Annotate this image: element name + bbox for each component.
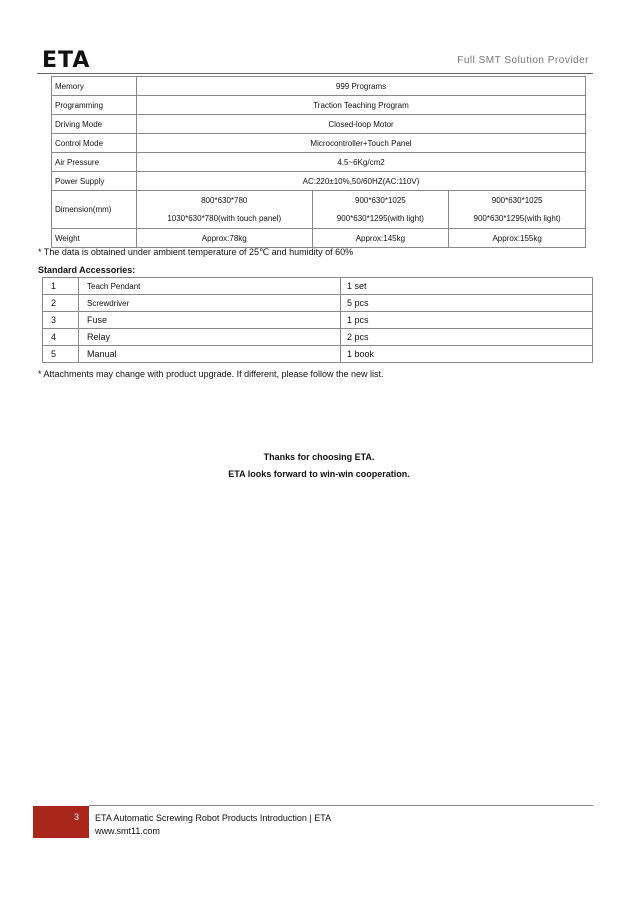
accessories-table (42, 277, 593, 363)
page-header (0, 0, 638, 80)
spec-label: Power Supply (52, 172, 137, 191)
accessories-title: Standard Accessories: (38, 265, 136, 275)
dimension-cell (312, 191, 449, 229)
ambient-note: * The data is obtained under ambient temperature of 25℃ and humidity of 60% (38, 247, 354, 257)
accessory-name: Fuse (79, 312, 341, 329)
weight-value: Approx:78kg (137, 229, 313, 248)
dimension-bottom: 900*630*1295(with light) (473, 213, 561, 223)
spec-value: Microcontroller+Touch Panel (137, 134, 586, 153)
spec-value: AC:220±10%,50/60HZ(AC:110V) (137, 172, 586, 191)
table-row (52, 229, 586, 248)
page-number: 3 (33, 806, 89, 838)
footer-title: ETA Automatic Screwing Robot Products Introduction | ETA (95, 813, 332, 823)
spec-label: Memory (52, 77, 137, 96)
eta-logo: ETA (42, 48, 91, 73)
spec-value: 999 Programs (137, 77, 586, 96)
accessory-qty: 2 pcs (341, 329, 593, 346)
footer-divider (89, 805, 593, 806)
dimension-top: 800*630*780 (201, 195, 248, 205)
table-row (52, 153, 586, 172)
spec-table (51, 76, 586, 248)
dimension-top: 900*630*1025 (491, 195, 543, 205)
header-tagline: Full SMT Solution Provider (457, 55, 589, 66)
accessory-qty: 1 set (341, 278, 593, 295)
spec-value: 4.5~6Kg/cm2 (137, 153, 586, 172)
table-row (43, 312, 593, 329)
table-row (52, 191, 586, 229)
weight-value: Approx:145kg (312, 229, 449, 248)
accessory-name: Manual (79, 346, 341, 363)
footer-url: www.smt11.com (95, 826, 160, 836)
dimension-top: 900*630*1025 (355, 195, 406, 205)
accessory-name: Screwdriver (79, 295, 341, 312)
table-row (43, 278, 593, 295)
weight-value: Approx:155kg (449, 229, 586, 248)
table-row (52, 77, 586, 96)
accessory-qty: 1 book (341, 346, 593, 363)
table-row (43, 329, 593, 346)
accessory-no: 5 (43, 346, 79, 363)
spec-label: Programming (52, 96, 137, 115)
dimension-bottom: 1030*630*780(with touch panel) (167, 213, 282, 223)
table-row (43, 346, 593, 363)
spec-label: Air Pressure (52, 153, 137, 172)
accessory-no: 1 (43, 278, 79, 295)
table-row (52, 134, 586, 153)
table-row (52, 172, 586, 191)
accessory-name: Relay (79, 329, 341, 346)
spec-label: Weight (52, 229, 137, 248)
header-divider (37, 73, 593, 74)
spec-value: Closed-loop Motor (137, 115, 586, 134)
accessory-qty: 1 pcs (341, 312, 593, 329)
dimension-cell (449, 191, 586, 229)
spec-label: Driving Mode (52, 115, 137, 134)
table-row (43, 295, 593, 312)
thanks-line-2: ETA looks forward to win-win cooperation. (228, 469, 410, 479)
attachments-note: * Attachments may change with product upgrade. If different, please follow the new list. (38, 369, 384, 379)
footer-text (95, 812, 331, 838)
accessory-name: Teach Pendant (79, 278, 341, 295)
dimension-cell (137, 191, 313, 229)
accessory-no: 4 (43, 329, 79, 346)
spec-value: Traction Teaching Program (137, 96, 586, 115)
accessory-no: 3 (43, 312, 79, 329)
dimension-bottom: 900*630*1295(with light) (336, 213, 424, 223)
thanks-line-1: Thanks for choosing ETA. (263, 452, 375, 462)
accessory-qty: 5 pcs (341, 295, 593, 312)
spec-label: Dimension(mm) (52, 191, 137, 229)
table-row (52, 96, 586, 115)
accessory-no: 2 (43, 295, 79, 312)
table-row (52, 115, 586, 134)
spec-label: Control Mode (52, 134, 137, 153)
